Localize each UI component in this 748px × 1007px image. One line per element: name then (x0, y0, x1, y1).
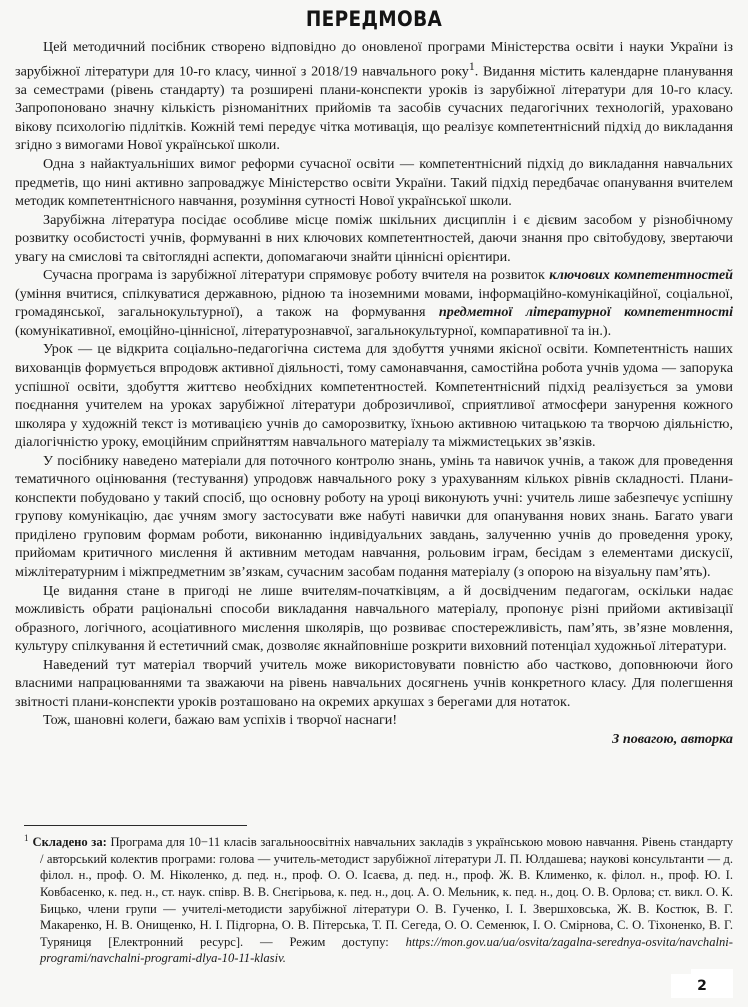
footnote-marker: 1 (24, 833, 29, 843)
paragraph-2: Одна з найактуальніших вимог реформи сучасної освіти — компетентнісний підхід до викладання навчальних предметів, що нині активно запроваджує Міністерство освіти України. Такий підхід передбачає опанування вчителем методик компетентнісного навчання, розуміння сутності Нової української школи. (15, 156, 733, 210)
paragraph-4-text-b: (уміння вчитися, спілкуватися державною, рідною та іноземними мовами, інформаційно-комунікаційної, соціальної, громадянської, загальнокультурної), а також на формування (15, 285, 733, 321)
paragraph-1-text-a: Цей методичний посібник створено відповідно до оновленої програми Міністерства освіти і науки України із зарубіжної літератури для 10-го класу, чинної з 2018/19 навчального року (15, 39, 733, 80)
footnote-text: Програма для 10−11 класів загальноосвітніх навчальних закладів з українською мовою навчання. Рівень стандарту / авторський колектив програми: голова — учитель-методист зарубіжної літератури Л. П. Юлдашева; наукові консультанти — д. філол. н., проф. О. М. Ніколенко, д. пед. н., проф. О. О. Ісаєва, д. пед. н., проф. Ж. В. Клименко, к. філол. н., проф. Ю. І. Ковбасенко, к. пед. н., ст. наук. співр. В. В. Снєгірьова, к. пед. н., доц. А. О. Мельник, к. пед. н., доц. О. В. Орлова; ст. викл. О. К. Бицько, члени групи — учителі-методисти зарубіжної літератури О. В. Гученко, І. І. Звершховська, Ж. В. Костюк, В. Г. Макаренко, Н. В. Онищенко, Н. І. Підгорна, О. В. Пітерська, Т. П. Сегеда, О. О. Семенюк, І. О. Смірнова, С. О. Тіхоненко, В. Г. Туряниця [Електронний ресурс]. — Режим доступу: (40, 835, 733, 949)
emphasis-subject-literary-competence: предметної літературної компетентності (438, 304, 733, 321)
preface-body (15, 38, 733, 749)
emphasis-key-competencies: ключових компетентностей (549, 267, 733, 284)
page-number: 2 (671, 974, 733, 998)
paragraph-4-text-a: Сучасна програма із зарубіжної літератури спрямовує роботу вчителя на розвиток (43, 267, 550, 284)
paragraph-6: У посібнику наведено матеріали для поточного контролю знань, умінь та навичок учнів, а також для проведення тематичного оцінювання (тестування) упродовж навчального року з урахуванням кількох рівнів складності. Плани-конспекти побудовано у такий спосіб, що основну роботу на уроці виконують учні: учитель лише забезпечує успішну групову комунікацію, дає учням змогу застосувати вже набуті навички для опанування нових знань. Багато уваги приділено груповим формам роботи, виконанню індивідуальних завдань, залученню учнів до проведення уроку, прийомам критичного мислення й активним методам навчання, рольовим іграм, бесідам з елементами дискусії, міжлітературним і міжпредметним зв’язкам, сучасним засобам подання матеріалу (з опорою на візуальну пам’ять). (15, 452, 733, 581)
page-title: ПЕРЕДМОВА (305, 7, 443, 31)
paragraph-4 (15, 266, 733, 340)
footnote-url[interactable]: https://mon.gov.ua/ua/osvita/zagalna-serednya-osvita/navchalni-programi/navchalni-programi-dlya-10-11-klasiv. (40, 934, 733, 966)
footnote-separator-rule (24, 825, 247, 826)
paragraph-4-text-c: (комунікативної, емоційно-ціннісної, літературознавчої, загальнокультурної, компаративної та ін.). (15, 322, 612, 339)
paragraph-9: Тож, шановні колеги, бажаю вам успіхів і творчої наснаги! (43, 712, 398, 729)
paragraph-1 (15, 38, 733, 155)
footnote-1 (15, 830, 733, 967)
footnote-zone (15, 825, 733, 967)
signature-line: З повагою, авторка (612, 730, 733, 747)
document-page (0, 7, 748, 1007)
paragraph-7: Це видання стане в пригоді не лише вчителям-початківцям, а й досвідченим педагогам, оскільки надає можливість обрати раціональні способи викладання навчального матеріалу, пропонує різні прийоми активізації образного, логічного, асоціативного мислення школярів, що розвиває спостережливість, пам’ять, зв’язне мовлення, культуру спілкування й естетичний смак, дозволяє якнайповніше розкрити виховний потенціал художньої літератури. (15, 582, 733, 655)
paragraph-3: Зарубіжна література посідає особливе місце поміж шкільних дисциплін і є дієвим засобом у різнобічному розвитку особистості учнів, формуванні в них ключових компетентностей, даючи знання про світобудову, звертаючи увагу на смислові та світоглядні аспекти, допомагаючи знайти ціннісні орієнтири. (15, 211, 733, 265)
paragraph-5: Урок — це відкрита соціально-педагогічна система для здобуття учнями якісної освіти. Компетентність наших вихованців формується впродовж активної діяльності, тому самонавчання, самостійна робота учнів удома — запорука успішної освіти, здобуття життєво необхідних компетентностей. Компетентнісний підхід реалізується за умови поєднання учителем на уроках зарубіжної літератури доброзичливої, сприятливої атмосфери занурення кожного школяра у художній текст із мотивацією учнів до саморозвитку, їхньою активною читацькою та творчою діяльністю, діалогічністю уроку, емоційним сприйняттям навчального матеріалу та міжмистецьких зв’язків. (15, 341, 733, 451)
footnote-reference[interactable]: 1 (468, 58, 475, 73)
paragraph-8: Наведений тут матеріал творчий учитель може використовувати повністю або частково, доповнюючи його власними напрацюваннями та зважаючи на рівень навчальних досягнень учнів конкретного класу. Для полегшення звітності плани-конспекти уроків розташовано на окремих аркушах з берегами для нотаток. (15, 656, 733, 710)
paragraph-1-text-b: . Видання містить календарне планування за семестрами (рівень стандарту) та розширені плани-конспекти уроків із зарубіжної літератури для 10-го класу. Запропоновано значну кількість різноманітних прийомів та засобів сучасних педагогічних технологій, ураховано вікову психологію підлітків. Кожній темі передує чітка мотивація, що реалізує компетентнісний підхід до викладання згідно з вимогами Нової української школи. (15, 63, 733, 154)
footnote-lead-in: Складено за: (32, 835, 107, 850)
